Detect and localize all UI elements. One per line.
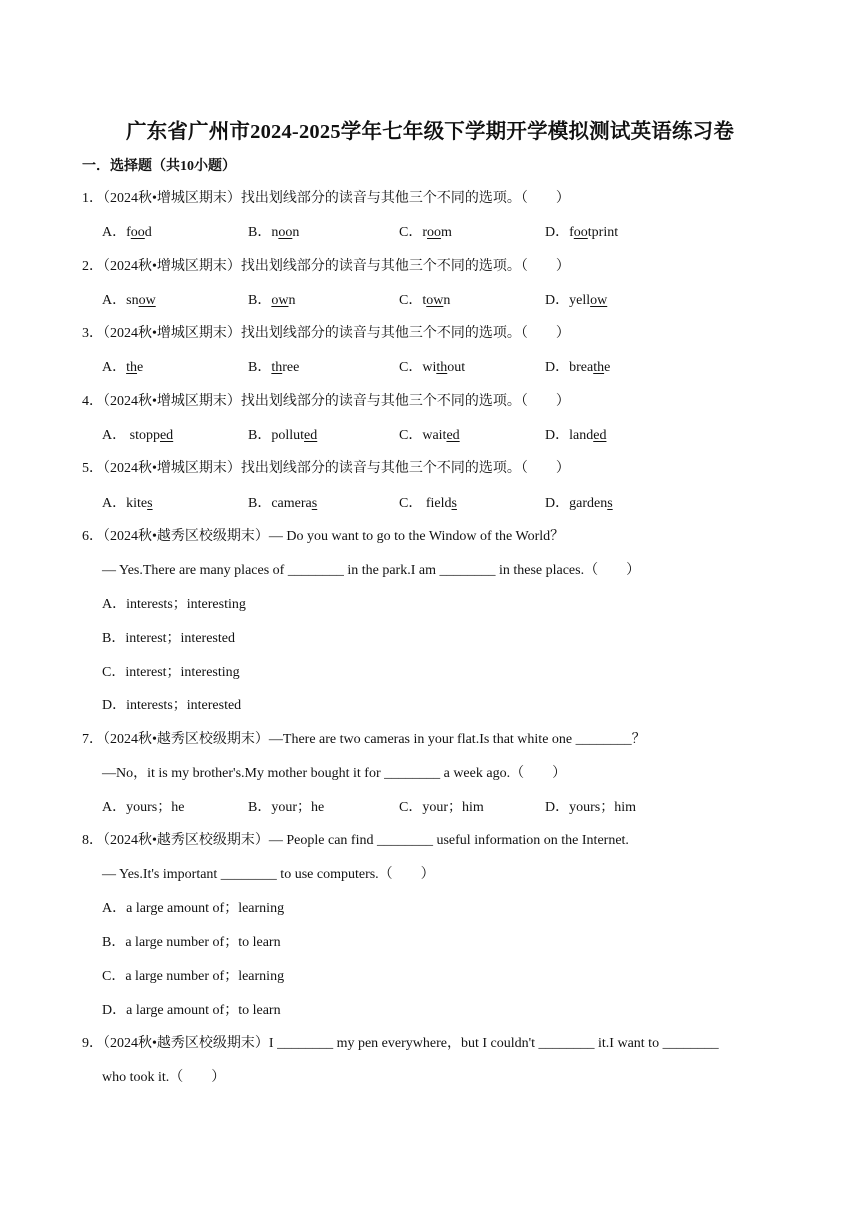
option-d[interactable]: D．yours；him <box>545 800 636 815</box>
question-1-stem: 1．（2024秋•增城区期末）找出划线部分的读音与其他三个不同的选项。（ ） <box>82 191 570 206</box>
option-d[interactable]: D．a large amount of；to learn <box>102 1003 281 1018</box>
question-8-stem: 8．（2024秋•越秀区校级期末）— People can find ________ useful information on the Internet. <box>82 833 629 848</box>
option-b[interactable]: B．three <box>248 360 300 375</box>
option-c[interactable]: C．a large number of；learning <box>102 969 285 984</box>
option-d[interactable]: D．gardens <box>545 496 613 511</box>
option-b[interactable]: B．polluted <box>248 428 318 443</box>
option-a[interactable]: A．a large amount of；learning <box>102 901 285 916</box>
question-7-continuation: —No，it is my brother's.My mother bought it for ________ a week ago.（ ） <box>102 766 567 781</box>
question-9-stem: 9．（2024秋•越秀区校级期末）I ________ my pen everywhere，but I couldn't ________ it.I want to ________ <box>82 1036 719 1051</box>
option-c[interactable]: C．without <box>399 360 466 375</box>
page-title: 广东省广州市2024-2025学年七年级下学期开学模拟测试英语练习卷 <box>125 121 735 143</box>
option-b[interactable]: B．your；he <box>248 800 325 815</box>
option-c[interactable]: C．your；him <box>399 800 484 815</box>
option-d[interactable]: D．breathe <box>545 360 611 375</box>
option-b[interactable]: B．noon <box>248 225 300 240</box>
option-b[interactable]: B．cameras <box>248 496 318 511</box>
option-a[interactable]: A．kites <box>102 496 153 511</box>
question-5-stem: 5．（2024秋•增城区期末）找出划线部分的读音与其他三个不同的选项。（ ） <box>82 461 570 476</box>
option-c[interactable]: C． fields <box>399 496 457 511</box>
question-3-stem: 3．（2024秋•增城区期末）找出划线部分的读音与其他三个不同的选项。（ ） <box>82 326 570 341</box>
question-6-stem: 6．（2024秋•越秀区校级期末）— Do you want to go to the Window of the World？ <box>82 529 565 544</box>
option-a[interactable]: A．snow <box>102 293 156 308</box>
option-b[interactable]: B．interest；interested <box>102 631 235 646</box>
option-a[interactable]: A．food <box>102 225 152 240</box>
question-2-stem: 2．（2024秋•增城区期末）找出划线部分的读音与其他三个不同的选项。（ ） <box>82 259 570 274</box>
question-6-continuation: — Yes.There are many places of ________ in the park.I am ________ in these places.（ ） <box>102 563 641 578</box>
option-c[interactable]: C．town <box>399 293 451 308</box>
option-b[interactable]: B．own <box>248 293 296 308</box>
option-b[interactable]: B．a large number of；to learn <box>102 935 281 950</box>
option-a[interactable]: A． stopped <box>102 428 174 443</box>
option-a[interactable]: A．yours；he <box>102 800 185 815</box>
option-d[interactable]: D．landed <box>545 428 607 443</box>
option-a[interactable]: A．interests；interesting <box>102 597 246 612</box>
question-8-continuation: — Yes.It's important ________ to use computers.（ ） <box>102 867 435 882</box>
question-7-stem: 7．（2024秋•越秀区校级期末）—There are two cameras in your flat.Is that white one ________？ <box>82 732 646 747</box>
option-c[interactable]: C．room <box>399 225 452 240</box>
question-9-continuation: who took it.（ ） <box>102 1070 226 1085</box>
option-d[interactable]: D．interests；interested <box>102 698 242 713</box>
option-c[interactable]: C．interest；interesting <box>102 665 240 680</box>
question-4-stem: 4．（2024秋•增城区期末）找出划线部分的读音与其他三个不同的选项。（ ） <box>82 394 570 409</box>
option-d[interactable]: D．footprint <box>545 225 619 240</box>
section-heading: 一．选择题（共10小题） <box>82 159 236 174</box>
option-a[interactable]: A．the <box>102 360 144 375</box>
option-d[interactable]: D．yellow <box>545 293 608 308</box>
option-c[interactable]: C．waited <box>399 428 460 443</box>
